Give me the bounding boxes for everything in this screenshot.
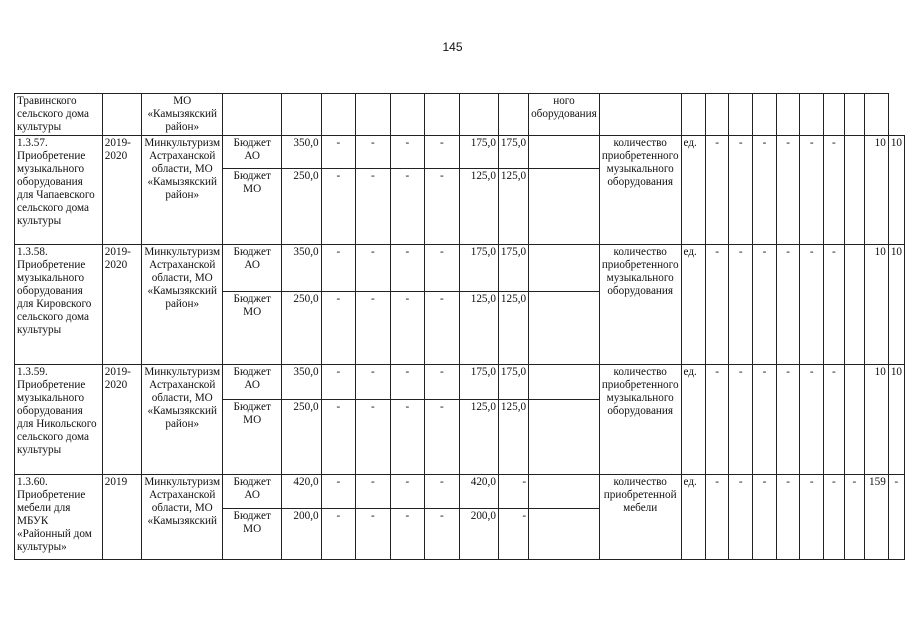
row-name: 1.3.57. Приобретение музыкального оборудования для Чапаевского сельского дома культуры bbox=[15, 136, 103, 245]
indicator-dash: - bbox=[753, 475, 777, 560]
row-executor: Минкультуризм Астраханской области, МО «Камызякский bbox=[142, 475, 223, 560]
row-dash: - bbox=[321, 136, 356, 169]
row-value-2020: 125,0 bbox=[498, 169, 528, 245]
indicator-dash: - bbox=[753, 365, 777, 475]
row-indicator: количество приобретенного музыкального оборудования bbox=[599, 365, 681, 475]
indicator-value-2019: 10 bbox=[865, 245, 889, 365]
row-dash: - bbox=[390, 136, 425, 169]
row-name: 1.3.60. Приобретение мебели для МБУК «Районный дом культуры» bbox=[15, 475, 103, 560]
row-unit: ед. bbox=[681, 475, 705, 560]
indicator-dash: - bbox=[824, 136, 845, 245]
row-dash: - bbox=[390, 475, 425, 509]
row-dash: - bbox=[425, 475, 460, 509]
row-value-2020: - bbox=[498, 509, 528, 560]
empty-cell bbox=[529, 475, 600, 509]
row-value-2019: 175,0 bbox=[459, 136, 498, 169]
row-source: Бюджет АО bbox=[223, 136, 282, 169]
row-value-2020: - bbox=[498, 475, 528, 509]
indicator-dash: - bbox=[844, 475, 865, 560]
row-dash: - bbox=[425, 245, 460, 292]
indicator-dash: - bbox=[776, 475, 800, 560]
indicator-dash: - bbox=[753, 245, 777, 365]
indicator-dash: - bbox=[705, 245, 729, 365]
row-dash: - bbox=[321, 400, 356, 475]
row-total: 250,0 bbox=[282, 400, 321, 475]
row-dash: - bbox=[356, 245, 391, 292]
row-years: 2019-2020 bbox=[102, 245, 142, 365]
indicator-dash: - bbox=[800, 136, 824, 245]
empty-cell bbox=[844, 365, 865, 475]
indicator-dash: - bbox=[776, 136, 800, 245]
row-value-2020: 175,0 bbox=[498, 365, 528, 400]
row-source: Бюджет МО bbox=[223, 169, 282, 245]
row-dash: - bbox=[356, 136, 391, 169]
row-source: Бюджет МО bbox=[223, 400, 282, 475]
indicator-value-2020: 10 bbox=[888, 136, 904, 245]
row-dash: - bbox=[356, 169, 391, 245]
indicator-dash: - bbox=[753, 136, 777, 245]
row-dash: - bbox=[321, 475, 356, 509]
row-value-2019: 125,0 bbox=[459, 400, 498, 475]
indicator-dash: - bbox=[800, 245, 824, 365]
row-executor: Минкультуризм Астраханской области, МО «Камызякский район» bbox=[142, 245, 223, 365]
row-total: 350,0 bbox=[282, 245, 321, 292]
indicator-value-2020: 10 bbox=[888, 365, 904, 475]
empty-cell bbox=[529, 509, 600, 560]
row-source: Бюджет АО bbox=[223, 365, 282, 400]
row-years: 2019 bbox=[102, 475, 142, 560]
row-dash: - bbox=[356, 292, 391, 365]
row-dash: - bbox=[390, 292, 425, 365]
row-dash: - bbox=[321, 509, 356, 560]
row-value-2020: 175,0 bbox=[498, 245, 528, 292]
empty-cell bbox=[529, 169, 600, 245]
row-source: Бюджет МО bbox=[223, 509, 282, 560]
indicator-dash: - bbox=[776, 365, 800, 475]
indicator-dash: - bbox=[729, 245, 753, 365]
row-value-2019: 200,0 bbox=[459, 509, 498, 560]
indicator-dash: - bbox=[729, 365, 753, 475]
table-row bbox=[15, 94, 905, 136]
row-name: 1.3.59. Приобретение музыкального оборудования для Никольского сельского дома культуры bbox=[15, 365, 103, 475]
row-total: 250,0 bbox=[282, 292, 321, 365]
row-dash: - bbox=[390, 169, 425, 245]
row-dash: - bbox=[321, 245, 356, 292]
row-indicator: количество приобретенной мебели bbox=[599, 475, 681, 560]
row-dash: - bbox=[425, 509, 460, 560]
row-total: 350,0 bbox=[282, 365, 321, 400]
row-source: Бюджет АО bbox=[223, 245, 282, 292]
row-value-2019: 175,0 bbox=[459, 245, 498, 292]
indicator-dash: - bbox=[705, 365, 729, 475]
indicator-value-2020: - bbox=[888, 475, 904, 560]
indicator-dash: - bbox=[824, 245, 845, 365]
indicator-dash: - bbox=[824, 365, 845, 475]
table-row bbox=[15, 475, 905, 509]
table-row bbox=[15, 136, 905, 169]
indicator-dash: - bbox=[776, 245, 800, 365]
row-value-2019: 125,0 bbox=[459, 292, 498, 365]
indicator-dash: - bbox=[800, 475, 824, 560]
empty-cell bbox=[529, 400, 600, 475]
indicator-value-2019: 10 bbox=[865, 365, 889, 475]
indicator-value-2020: 10 bbox=[888, 245, 904, 365]
row-value-2019: 125,0 bbox=[459, 169, 498, 245]
row-dash: - bbox=[356, 365, 391, 400]
indicator-dash: - bbox=[729, 136, 753, 245]
empty-cell bbox=[529, 136, 600, 169]
row-source: Бюджет АО bbox=[223, 475, 282, 509]
indicator-dash: - bbox=[729, 475, 753, 560]
row-executor: Минкультуризм Астраханской области, МО «Камызякский район» bbox=[142, 136, 223, 245]
row-source: Бюджет МО bbox=[223, 292, 282, 365]
row-dash: - bbox=[390, 245, 425, 292]
row-total: 420,0 bbox=[282, 475, 321, 509]
row-executor: МО «Камызякский район» bbox=[142, 94, 223, 136]
row-dash: - bbox=[356, 400, 391, 475]
row-name: Травинского сельского дома культуры bbox=[15, 94, 103, 136]
row-total: 250,0 bbox=[282, 169, 321, 245]
row-value-2019: 175,0 bbox=[459, 365, 498, 400]
empty-cell bbox=[529, 365, 600, 400]
row-years: 2019-2020 bbox=[102, 136, 142, 245]
row-dash: - bbox=[321, 292, 356, 365]
row-total: 350,0 bbox=[282, 136, 321, 169]
row-years: 2019-2020 bbox=[102, 365, 142, 475]
table-row bbox=[15, 245, 905, 292]
row-dash: - bbox=[425, 400, 460, 475]
row-dash: - bbox=[321, 365, 356, 400]
empty-cell bbox=[844, 245, 865, 365]
row-dash: - bbox=[425, 169, 460, 245]
row-value-2019: 420,0 bbox=[459, 475, 498, 509]
indicator-value-2019: 159 bbox=[865, 475, 889, 560]
row-dash: - bbox=[390, 365, 425, 400]
row-value-2020: 125,0 bbox=[498, 292, 528, 365]
row-dash: - bbox=[425, 365, 460, 400]
indicator-dash: - bbox=[705, 475, 729, 560]
row-dash: - bbox=[425, 136, 460, 169]
indicator-dash: - bbox=[824, 475, 845, 560]
empty-cell bbox=[529, 292, 600, 365]
indicator-dash: - bbox=[800, 365, 824, 475]
indicator-value-2019: 10 bbox=[865, 136, 889, 245]
row-value-2020: 175,0 bbox=[498, 136, 528, 169]
row-name: 1.3.58. Приобретение музыкального оборудования для Кировского сельского дома культуры bbox=[15, 245, 103, 365]
empty-cell bbox=[844, 136, 865, 245]
page-number: 145 bbox=[442, 40, 463, 54]
empty-cell bbox=[529, 245, 600, 292]
table-row bbox=[15, 365, 905, 400]
row-dash: - bbox=[390, 509, 425, 560]
row-dash: - bbox=[356, 475, 391, 509]
row-dash: - bbox=[356, 509, 391, 560]
row-dash: - bbox=[425, 292, 460, 365]
row-executor: Минкультуризм Астраханской области, МО «Камызякский район» bbox=[142, 365, 223, 475]
row-value-2020: 125,0 bbox=[498, 400, 528, 475]
row-unit: ед. bbox=[681, 136, 705, 245]
row-dash: - bbox=[321, 169, 356, 245]
row-dash: - bbox=[390, 400, 425, 475]
row-indicator: количество приобретенного музыкального оборудования bbox=[599, 136, 681, 245]
row-total: 200,0 bbox=[282, 509, 321, 560]
indicator-dash: - bbox=[705, 136, 729, 245]
row-unit: ед. bbox=[681, 245, 705, 365]
row-unit: ед. bbox=[681, 365, 705, 475]
program-table bbox=[14, 93, 905, 560]
row-indicator: ного оборудования bbox=[529, 94, 600, 136]
row-indicator: количество приобретенного музыкального оборудования bbox=[599, 245, 681, 365]
